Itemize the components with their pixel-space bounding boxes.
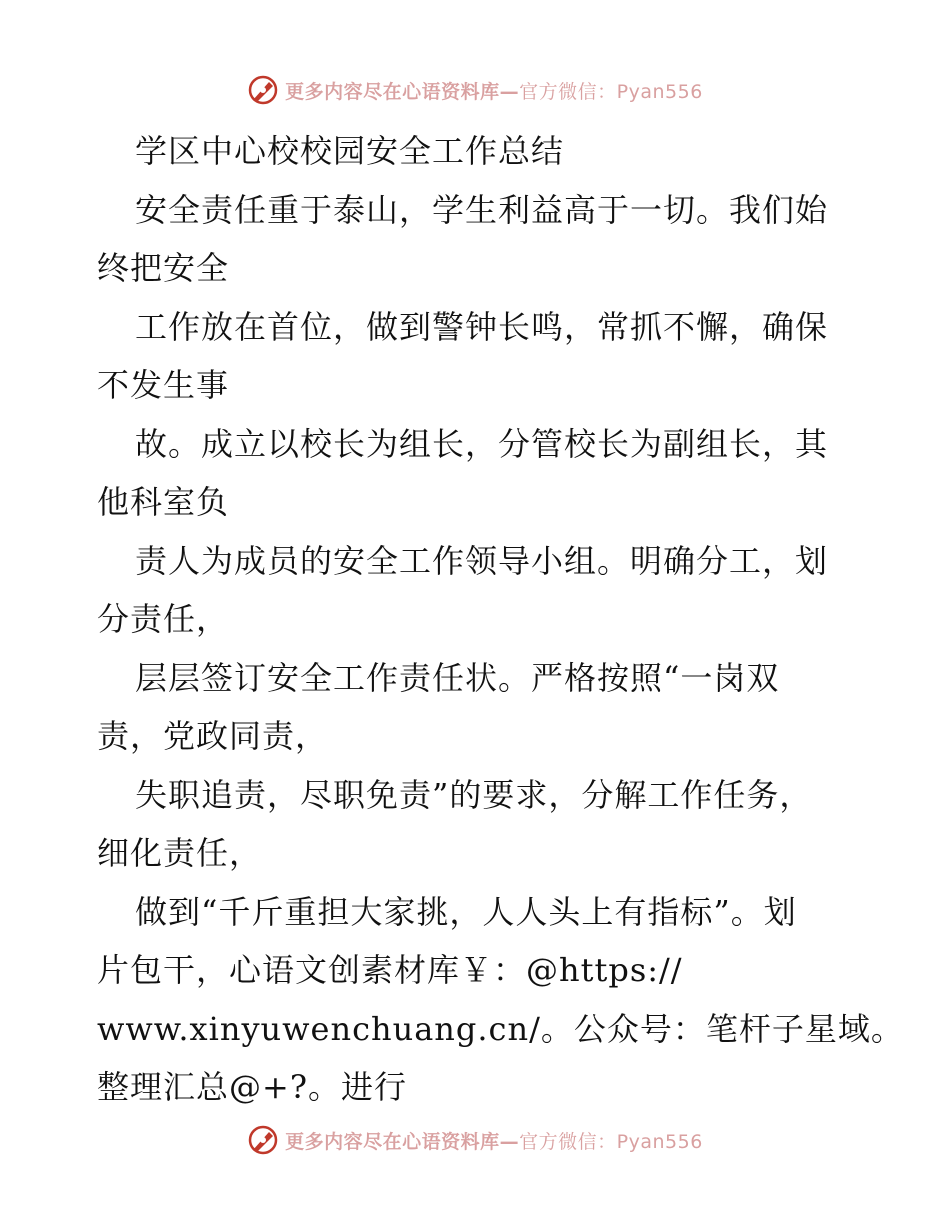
paragraph-line: 工作放在首位，做到警钟长鸣，常抓不懈，确保 — [135, 307, 829, 346]
document-title: 学区中心校校园安全工作总结 — [135, 132, 565, 170]
paragraph-line: 责，党政同责， — [97, 717, 329, 755]
paragraph-line: 失职追责，尽职免责”的要求，分解工作任务， — [135, 775, 813, 814]
paragraph-line: 细化责任， — [97, 834, 263, 872]
paragraph-line: 故。成立以校长为组长，分管校长为副组长，其 — [135, 424, 829, 463]
paragraph-line: 做到“千斤重担大家挑，人人头上有指标”。划 — [135, 892, 797, 931]
pen-logo-icon — [247, 1124, 279, 1156]
paragraph-line: 分责任， — [97, 600, 230, 638]
header-banner — [0, 70, 950, 110]
paragraph-line: 片包干，心语文创素材库￥：@https:// — [97, 951, 683, 989]
pen-logo-icon — [247, 74, 279, 106]
paragraph-line: 层层签订安全工作责任状。严格按照“一岗双 — [135, 658, 780, 697]
paragraph-line: 他科室负 — [97, 483, 230, 521]
banner-text — [285, 77, 703, 104]
banner-slogan: 更多内容尽在心语资料库— — [285, 80, 520, 103]
document-body — [97, 122, 904, 1117]
paragraph-line: 终把安全 — [97, 249, 230, 287]
paragraph-line: 责人为成员的安全工作领导小组。明确分工，划 — [135, 541, 829, 580]
footer-banner — [0, 1120, 950, 1160]
banner-wechat: 官方微信：Pyan556 — [519, 80, 703, 103]
banner-slogan: 更多内容尽在心语资料库— — [285, 1130, 520, 1153]
banner-wechat: 官方微信：Pyan556 — [519, 1130, 703, 1153]
banner-text — [285, 1127, 703, 1154]
paragraph-line: 安全责任重于泰山，学生利益高于一切。我们始 — [135, 190, 829, 229]
paragraph-line: 整理汇总@+?。进行 — [97, 1068, 407, 1106]
paragraph-line: 不发生事 — [97, 366, 230, 404]
paragraph-line: www.xinyuwenchuang.cn/。公众号：笔杆子星域。 — [97, 1009, 904, 1048]
